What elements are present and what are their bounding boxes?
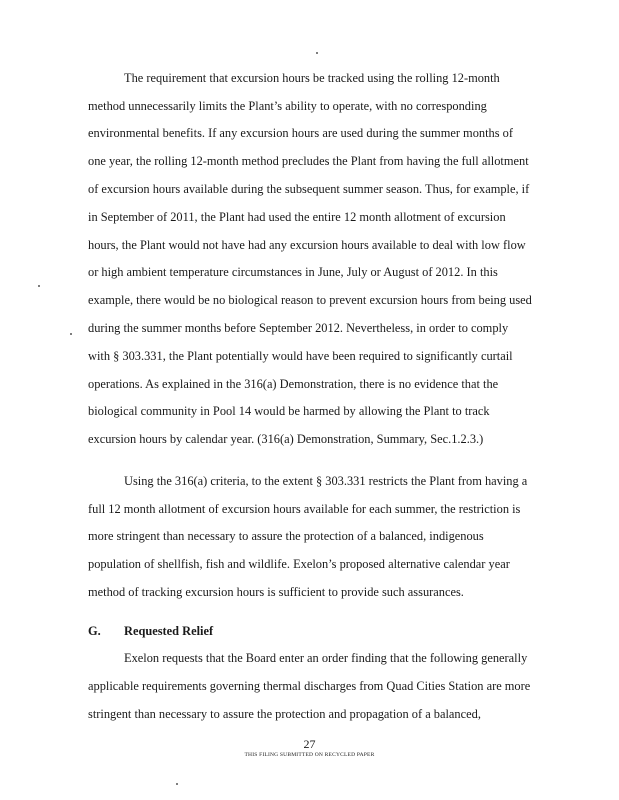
text-line: population of shellfish, fish and wildlife. Exelon’s proposed alternative calendar year (88, 557, 510, 571)
section-title: Requested Relief (124, 624, 214, 638)
text-line: method unnecessarily limits the Plant’s ability to operate, with no corresponding (88, 99, 487, 113)
text-line: hours, the Plant would not have had any excursion hours available to deal with low flow (88, 238, 526, 252)
scan-speck (70, 333, 72, 335)
text-line: during the summer months before September 2012. Nevertheless, in order to comply (88, 321, 509, 335)
scan-speck (38, 285, 40, 287)
text-line: one year, the rolling 12-month method precludes the Plant from having the full allotment (88, 154, 529, 168)
scan-speck (316, 52, 318, 54)
text-line: stringent than necessary to assure the protection and propagation of a balanced, (88, 707, 481, 721)
text-line: excursion hours by calendar year. (316(a) Demonstration, Summary, Sec.1.2.3.) (88, 432, 484, 446)
text-line: The requirement that excursion hours be tracked using the rolling 12-month (124, 71, 500, 85)
text-line: example, there would be no biological reason to prevent excursion hours from being used (88, 293, 532, 307)
section-letter: G. (88, 624, 101, 638)
text-line: Exelon requests that the Board enter an order finding that the following generally (124, 651, 528, 665)
text-line: operations. As explained in the 316(a) Demonstration, there is no evidence that the (88, 377, 499, 391)
text-line: with § 303.331, the Plant potentially would have been required to significantly curtail (88, 349, 513, 363)
text-line: applicable requirements governing thermal discharges from Quad Cities Station are more (88, 679, 531, 693)
text-line: full 12 month allotment of excursion hours available for each summer, the restriction is (88, 502, 521, 516)
text-line: method of tracking excursion hours is sufficient to provide such assurances. (88, 585, 464, 599)
scan-speck (176, 783, 178, 785)
text-line: biological community in Pool 14 would be harmed by allowing the Plant to track (88, 404, 490, 418)
text-line: more stringent than necessary to assure the protection of a balanced, indigenous (88, 529, 484, 543)
text-line: or high ambient temperature circumstances in June, July or August of 2012. In this (88, 265, 498, 279)
text-line: in September of 2011, the Plant had used the entire 12 month allotment of excursion (88, 210, 506, 224)
text-line: of excursion hours available during the subsequent summer season. Thus, for example, if (88, 182, 530, 196)
text-line: environmental benefits. If any excursion hours are used during the summer months of (88, 126, 513, 140)
recycled-paper-note: THIS FILING SUBMITTED ON RECYCLED PAPER (244, 752, 375, 758)
page-number: 27 (303, 737, 316, 751)
text-line: Using the 316(a) criteria, to the extent § 303.331 restricts the Plant from having a (124, 474, 528, 488)
